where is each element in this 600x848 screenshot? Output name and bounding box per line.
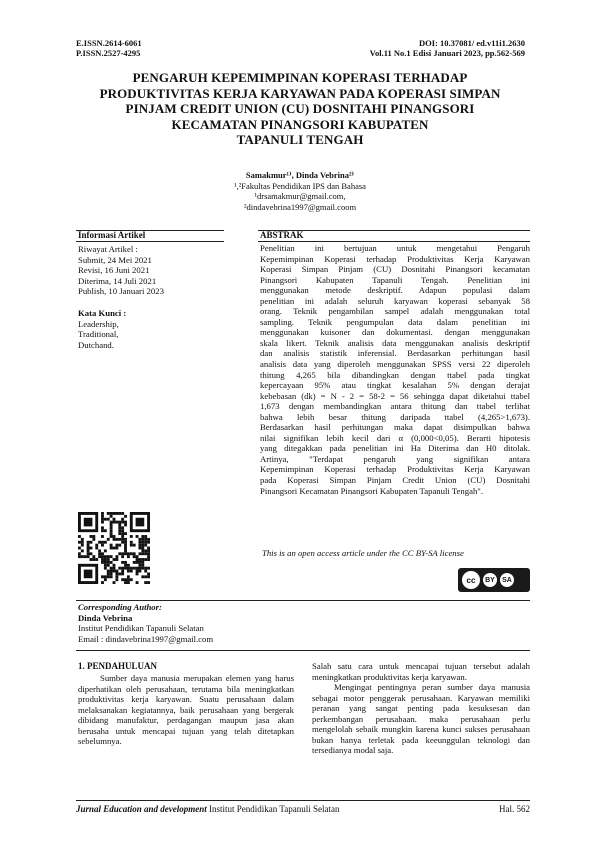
abstract-line: Pinangsori Kecamatan Pinangsori Kabupaten Tapanuli Tengah". [260, 485, 484, 496]
divider [76, 241, 224, 242]
journal-identifiers [76, 38, 142, 58]
revision-date: Revisi, 16 Juni 2021 [78, 265, 150, 276]
publish-date: Publish, 10 Januari 2023 [78, 286, 164, 297]
abstract-line: bahwa lebih besar thitung daripada ttabel (4,265>1,673). [260, 411, 530, 422]
author-affiliation: ¹,²Fakultas Pendidikan IPS dan Bahasa [234, 180, 366, 191]
qr-code-icon [78, 512, 150, 584]
abstract-line: Kepemimpinan Koperasi terhadap Produktivitas Kerja Karyawan [260, 464, 530, 475]
abstract-heading: ABSTRAK [260, 230, 304, 240]
author-email-1: ¹drsamakmur@gmail.com, [254, 191, 346, 201]
article-info [78, 244, 238, 350]
intro-heading: 1. PENDAHULUAN [78, 661, 158, 671]
paper-title [60, 70, 540, 148]
author-names: Samakmur¹⁾, Dinda Vebrina²⁾ [245, 170, 355, 180]
corresponding-label: Corresponding Author: [78, 602, 162, 612]
abstract-line: penelitian ini adalah seluruh karyawan koperasi sebanyak 58 [260, 295, 530, 306]
title-line: TAPANULI TENGAH [236, 132, 364, 147]
abstract-line: dan analisis statistik inferensial. Berdasarkan perhitungan hasil [260, 348, 530, 359]
qr-code [78, 512, 150, 584]
keywords-label: Kata Kunci : [78, 307, 127, 318]
abstract-line: yang ditegakkan pada penelitian ini Ha Diterima dan H0 ditolak. [260, 443, 530, 454]
abstract-line: nilai signifikan lebih kecil dari α (0,000<0,05). Berarti hipotesis [260, 432, 530, 443]
intro-paragraph: Mengingat pentingnya peran sumber daya manusia sebagai motor penggerak perusahaan. Karyawan memiliki peranan yang sangat penting pada kesuksesan dan perkembangan perusahaan. maka perusahaan perlu mengelolah sebaik mungkin karena kunci sukses perusahaan bukan hanya terletak pada keeunggulan teknologi dan tersedianya modal saja. [312, 682, 530, 755]
divider [258, 241, 530, 242]
page-number: Hal. 562 [499, 804, 530, 814]
abstract-line: skala likert. Teknik analisis data menggunakan analisis deskriptif [260, 337, 530, 348]
abstract-body [260, 243, 530, 496]
abstract-line: Berdasarkan hasil perhitungan maka dapat disimpulkan bahwa [260, 422, 530, 433]
divider [76, 650, 530, 651]
eissn: E.ISSN.2614-6061 [76, 38, 142, 48]
corresponding-name: Dinda Vebrina [78, 612, 133, 623]
submit-date: Submit, 24 Mei 2021 [78, 254, 152, 265]
footer-institution: Institut Pendidikan Tapanuli Selatan [209, 804, 340, 814]
abstract-line: 1,673 dengan membandingkan antara thitung dan ttabel terlihat [260, 401, 530, 412]
info-heading: Informasi Artikel [78, 230, 146, 240]
abstract-line: kebebasan (dk) = N - 2 = 58-2 = 56 sehingga dapat diketahui ttabel [260, 390, 530, 401]
history-label: Riwayat Artikel : [78, 244, 138, 254]
abstract-line: analisis data yang diperoleh menggunakan SPSS versi 22 diperoleh [260, 359, 530, 370]
pissn: P.ISSN.2527-4295 [76, 48, 141, 58]
abstract-line: orang. Teknik pengambilan sampel adalah menggunakan total [260, 306, 530, 317]
intro-paragraph: Sumber daya manusia merupakan elemen yang harus diperhatikan oleh perusahaan, terutama bila meningkatkan produktivitas kerja karyawan. Suatu perusahaan dalam melaksanakan kegiatannya, baik perusahaan yang bergerak dibidang manufaktur, perdagangan maupun jasa akan berusaha untuk mencapai tujuan yang telah ditetapkan sebelumnya. [78, 673, 294, 746]
author-email-2: ²dindavebrina1997@gmail.coom [243, 201, 357, 212]
abstract-line: Kepemimpinan Koperasi terhadap Produktivitas Kerja Karyawan [260, 253, 530, 264]
abstract-line: pada Koperasi Simpan Pinjam Credit Union (CU) Dosnitahi [260, 475, 530, 486]
accepted-date: Diterima, 14 Juli 2021 [78, 275, 157, 286]
intro-paragraph: Salah satu cara untuk mencapai tujuan tersebut adalah meningkatkan produktivitas kerja karyawan. [312, 661, 530, 682]
intro-right-column [312, 661, 530, 756]
footer-rule [76, 800, 530, 801]
abstract-line: Artinya, "Terdapat pengaruh yang signifikan antara [260, 453, 530, 464]
title-line: KECAMATAN PINANGSORI KABUPATEN [171, 116, 429, 132]
divider [76, 600, 530, 601]
keyword: Leadership, [78, 318, 119, 329]
journal-name: Jurnal Education and development [76, 804, 207, 814]
title-line: PINJAM CREDIT UNION (CU) DOSNITAHI PINANGSORI [125, 101, 475, 116]
doi-volume [370, 38, 525, 58]
corresponding-institution: Institut Pendidikan Tapanuli Selatan [78, 623, 204, 634]
abstract-line: menggunakan kuisoner dan dokumentasi. dengan menggunakan [260, 327, 530, 338]
cc-icon: cc [462, 571, 480, 589]
doi: DOI: 10.37081/ ed.v11i1.2630 [418, 38, 525, 48]
abstract-line: thitung 4,265 bila dibandingkan dengan ttabel pada tingkat [260, 369, 530, 380]
intro-left-column [78, 673, 294, 747]
corresponding-email: Email : dindavebrina1997@gmail.com [78, 633, 214, 644]
keyword: Traditional, [78, 329, 119, 340]
abstract-line: Pinangsori Kabupaten Tapanuli Tengah. Penelitian ini [260, 274, 530, 285]
keyword: Dutchand. [78, 339, 114, 350]
title-line: PRODUKTIVITAS KERJA KARYAWAN PADA KOPERASI SIMPAN [99, 85, 501, 101]
by-icon: BY [483, 573, 497, 587]
sa-icon: SA [500, 573, 514, 587]
abstract-line: Penelitian ini bertujuan untuk mengetahui Pengaruh [260, 243, 530, 253]
abstract-line: menggunakan metode deskriptif. Adapun populasi dalam [260, 285, 530, 296]
abstract-line: kepercayaan 95% atau tingkat kesalahan 5% dengan derajat [260, 380, 530, 391]
volume-info: Vol.11 No.1 Edisi Januari 2023, pp.562-569 [369, 48, 525, 58]
cc-by-sa-badge[interactable] [458, 568, 530, 592]
license-note: This is an open access article under the CC BY-SA license [262, 548, 464, 558]
corresponding-author [78, 602, 213, 644]
abstract-line: sampling. Teknik pengumpulan data dalam penelitian ini [260, 316, 530, 327]
title-line: PENGARUH KEPEMIMPINAN KOPERASI TERHADAP [132, 70, 468, 85]
footer-left [76, 804, 339, 815]
author-block [100, 170, 500, 212]
abstract-line: Koperasi Simpan Pinjam (CU) Dosnitahi Pinangsori kecamatan [260, 264, 530, 275]
